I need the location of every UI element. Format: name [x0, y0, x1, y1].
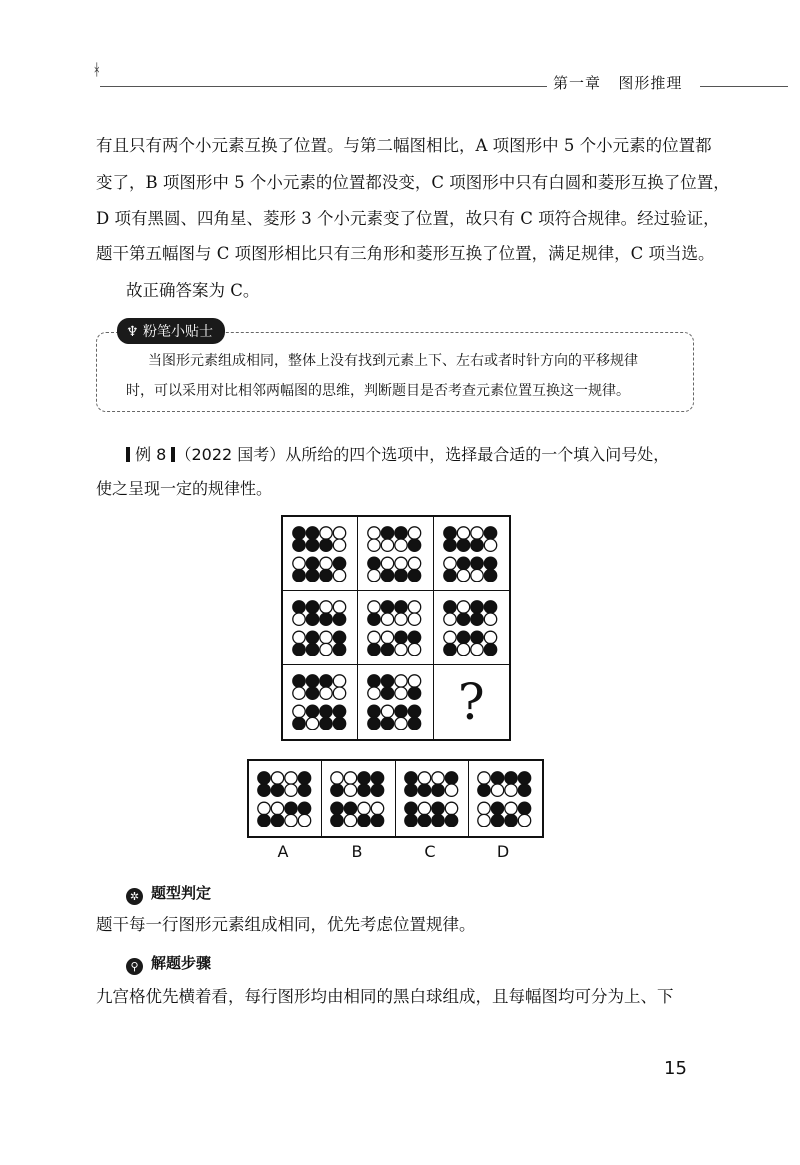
section-type-title: 题型判定 [151, 884, 212, 902]
black-ball [293, 539, 305, 551]
black-ball [306, 687, 318, 699]
white-ball [271, 802, 283, 814]
white-ball [298, 814, 310, 826]
tip-tag [117, 318, 225, 344]
black-ball [285, 802, 297, 814]
black-ball [293, 675, 305, 687]
white-ball [368, 687, 380, 699]
black-ball [505, 771, 517, 783]
white-ball [345, 814, 357, 826]
black-ball [395, 600, 407, 612]
black-ball [458, 557, 470, 569]
example-label: 例 8 [135, 445, 167, 464]
black-ball [382, 675, 394, 687]
ball-pattern [255, 771, 315, 827]
body-line-1: 有且只有两个小元素互换了位置。与第二幅图相比，A 项图形中 5 个小元素的位置都 [96, 136, 712, 155]
black-ball [404, 802, 416, 814]
white-ball [478, 802, 490, 814]
black-ball [372, 814, 384, 826]
black-ball [382, 687, 394, 699]
white-ball [395, 613, 407, 625]
example-source: （2022 国考） [175, 445, 286, 464]
answer-line: 故正确答案为 C。 [126, 281, 260, 300]
black-ball [372, 784, 384, 796]
black-ball [395, 705, 407, 717]
puzzle-cell-6 [434, 591, 509, 665]
white-ball [458, 600, 470, 612]
puzzle-cell-8 [358, 665, 433, 739]
black-ball [444, 600, 456, 612]
white-ball [409, 643, 421, 655]
white-ball [293, 613, 305, 625]
white-ball [333, 600, 345, 612]
black-ball [492, 802, 504, 814]
black-ball [431, 784, 443, 796]
white-ball [293, 631, 305, 643]
white-ball [382, 557, 394, 569]
black-ball [320, 613, 332, 625]
example-text-1: 从所给的四个选项中，选择最合适的一个填入问号处， [285, 445, 670, 464]
black-ball [409, 717, 421, 729]
ball-pattern [475, 771, 535, 827]
white-ball [395, 675, 407, 687]
black-ball [485, 643, 497, 655]
ball-pattern [290, 600, 350, 656]
white-ball [471, 526, 483, 538]
white-ball [409, 675, 421, 687]
black-ball [431, 802, 443, 814]
white-ball [382, 539, 394, 551]
white-ball [418, 802, 430, 814]
white-ball [320, 600, 332, 612]
tip-line-1: 当图形元素组成相同，整体上没有找到元素上下、左右或者时针方向的平移规律 [148, 353, 638, 369]
body-line-3: D 项有黑圆、四角星、菱形 3 个小元素变了位置，故只有 C 项符合规律。经过验证， [96, 209, 720, 228]
black-ball [471, 539, 483, 551]
white-ball [505, 802, 517, 814]
black-ball [418, 784, 430, 796]
section-steps-heading [126, 952, 211, 975]
black-ball [368, 557, 380, 569]
white-ball [372, 802, 384, 814]
black-ball [358, 771, 370, 783]
white-ball [271, 771, 283, 783]
black-ball [345, 802, 357, 814]
black-ball [306, 675, 318, 687]
white-ball [285, 814, 297, 826]
black-ball [382, 717, 394, 729]
example-line-1 [126, 446, 669, 464]
ball-pattern [328, 771, 388, 827]
sprout-icon: ᚼ [92, 60, 102, 79]
black-ball [271, 784, 283, 796]
white-ball [368, 539, 380, 551]
white-ball [492, 784, 504, 796]
white-ball [331, 771, 343, 783]
chapter-title: 图形推理 [618, 74, 683, 92]
black-ball [409, 687, 421, 699]
black-ball [306, 569, 318, 581]
black-ball [445, 771, 457, 783]
black-ball [368, 643, 380, 655]
white-ball [320, 687, 332, 699]
section-steps-title: 解题步骤 [151, 954, 212, 972]
header-rule-left [100, 86, 547, 87]
white-ball [444, 557, 456, 569]
ball-pattern [365, 526, 425, 582]
puzzle-cell-question [434, 665, 509, 739]
black-ball [458, 631, 470, 643]
black-ball [298, 802, 310, 814]
black-ball [444, 539, 456, 551]
white-ball [368, 526, 380, 538]
ball-pattern [402, 771, 462, 827]
black-ball [382, 569, 394, 581]
white-ball [485, 613, 497, 625]
body-line-2: 变了，B 项图形中 5 个小元素的位置都没变，C 项图形中只有白圆和菱形互换了位置， [96, 173, 730, 192]
example-line-2: 使之呈现一定的规律性。 [96, 479, 273, 498]
black-ball [258, 771, 270, 783]
white-ball [368, 631, 380, 643]
ball-pattern [441, 600, 501, 656]
black-ball [471, 631, 483, 643]
white-ball [444, 613, 456, 625]
white-ball [333, 675, 345, 687]
chapter-label: 第一章 [553, 74, 602, 92]
white-ball [431, 771, 443, 783]
white-ball [471, 569, 483, 581]
white-ball [395, 717, 407, 729]
white-ball [320, 631, 332, 643]
black-ball [409, 631, 421, 643]
white-ball [444, 631, 456, 643]
black-ball [409, 539, 421, 551]
option-label-d: D [496, 842, 510, 861]
white-ball [368, 569, 380, 581]
black-ball [519, 802, 531, 814]
white-ball [333, 687, 345, 699]
white-ball [293, 705, 305, 717]
tip-line-2: 时，可以采用对比相邻两幅图的思维，判断题目是否考查元素位置互换这一规律。 [126, 383, 630, 399]
black-ball [320, 539, 332, 551]
white-ball [458, 569, 470, 581]
black-ball [485, 557, 497, 569]
black-ball [258, 784, 270, 796]
black-ball [372, 771, 384, 783]
black-ball [471, 600, 483, 612]
black-ball [404, 784, 416, 796]
white-ball [445, 802, 457, 814]
black-ball [293, 526, 305, 538]
option-c[interactable] [396, 761, 469, 836]
white-ball [293, 687, 305, 699]
black-ball [293, 569, 305, 581]
black-ball [445, 814, 457, 826]
white-ball [409, 613, 421, 625]
white-ball [382, 705, 394, 717]
black-ball [492, 771, 504, 783]
black-ball [485, 526, 497, 538]
black-ball [519, 784, 531, 796]
black-ball [492, 814, 504, 826]
black-ball [306, 631, 318, 643]
white-ball [320, 557, 332, 569]
ball-pattern [441, 526, 501, 582]
black-ball [298, 771, 310, 783]
body-line-4: 题干第五幅图与 C 项图形相比只有三角形和菱形互换了位置，满足规律，C 项当选。 [96, 244, 715, 263]
black-ball [320, 705, 332, 717]
black-ball [382, 643, 394, 655]
white-ball [285, 784, 297, 796]
ball-pattern [290, 526, 350, 582]
white-ball [285, 771, 297, 783]
black-ball [395, 526, 407, 538]
ball-pattern [365, 674, 425, 730]
black-ball [306, 613, 318, 625]
black-ball [298, 784, 310, 796]
page-number: 15 [664, 1058, 687, 1079]
white-ball [395, 557, 407, 569]
tip-tag-label: 粉笔小贴士 [143, 324, 214, 340]
black-ball [444, 643, 456, 655]
white-ball [519, 814, 531, 826]
white-ball [358, 802, 370, 814]
puzzle-cell-7 [283, 665, 358, 739]
white-ball [395, 539, 407, 551]
magnifier-icon: ⚲ [126, 958, 143, 975]
black-ball [395, 631, 407, 643]
black-ball [306, 526, 318, 538]
tip-box [96, 332, 694, 412]
white-ball [258, 802, 270, 814]
white-ball [345, 784, 357, 796]
black-ball [331, 814, 343, 826]
option-label-a: A [277, 842, 289, 861]
black-ball [485, 600, 497, 612]
white-ball [382, 631, 394, 643]
white-ball [333, 539, 345, 551]
black-ball [333, 631, 345, 643]
black-ball [331, 802, 343, 814]
puzzle-cell-3 [434, 517, 509, 591]
puzzle-grid [281, 515, 511, 741]
white-ball [306, 717, 318, 729]
question-mark: ? [457, 673, 485, 731]
puzzle-cell-2 [358, 517, 433, 591]
black-ball [368, 705, 380, 717]
black-ball [306, 600, 318, 612]
black-ball [258, 814, 270, 826]
black-ball [409, 569, 421, 581]
puzzle-cell-4 [283, 591, 358, 665]
white-ball [505, 784, 517, 796]
white-ball [345, 771, 357, 783]
white-ball [320, 643, 332, 655]
white-ball [409, 526, 421, 538]
black-ball [320, 675, 332, 687]
white-ball [382, 613, 394, 625]
white-ball [478, 771, 490, 783]
option-d[interactable] [469, 761, 542, 836]
option-a[interactable] [249, 761, 322, 836]
black-ball [306, 705, 318, 717]
white-ball [485, 631, 497, 643]
white-ball [293, 557, 305, 569]
black-ball [331, 784, 343, 796]
black-ball [306, 539, 318, 551]
white-ball [333, 569, 345, 581]
white-ball [368, 600, 380, 612]
black-ball [333, 613, 345, 625]
black-ball [444, 526, 456, 538]
white-ball [409, 557, 421, 569]
white-ball [458, 643, 470, 655]
black-ball [382, 526, 394, 538]
black-ball [271, 814, 283, 826]
white-ball [418, 771, 430, 783]
black-ball [320, 569, 332, 581]
section-type-heading [126, 882, 211, 905]
black-ball [358, 784, 370, 796]
white-ball [445, 784, 457, 796]
black-ball [368, 675, 380, 687]
section-type-text: 题干每一行图形元素组成相同，优先考虑位置规律。 [96, 915, 476, 934]
white-ball [333, 526, 345, 538]
black-ball [333, 717, 345, 729]
black-ball [293, 600, 305, 612]
puzzle-cell-1 [283, 517, 358, 591]
black-ball [458, 613, 470, 625]
option-b[interactable] [322, 761, 395, 836]
running-header [553, 72, 682, 93]
white-ball [409, 600, 421, 612]
white-ball [395, 643, 407, 655]
black-ball [431, 814, 443, 826]
option-label-c: C [424, 842, 436, 861]
ball-pattern [365, 600, 425, 656]
options-row [247, 759, 544, 838]
black-ball [306, 643, 318, 655]
white-ball [395, 687, 407, 699]
black-ball [358, 814, 370, 826]
black-ball [444, 569, 456, 581]
black-ball [333, 643, 345, 655]
black-ball [293, 717, 305, 729]
black-ball [519, 771, 531, 783]
black-ball [368, 613, 380, 625]
option-label-b: B [351, 842, 363, 861]
example-bracket-left [126, 447, 130, 462]
black-ball [471, 613, 483, 625]
gear-icon: ✲ [126, 888, 143, 905]
header-rule-right [700, 86, 788, 87]
black-ball [293, 643, 305, 655]
white-ball [485, 539, 497, 551]
puzzle-cell-5 [358, 591, 433, 665]
black-ball [418, 814, 430, 826]
black-ball [404, 814, 416, 826]
black-ball [306, 557, 318, 569]
white-ball [320, 526, 332, 538]
black-ball [333, 557, 345, 569]
section-steps-text: 九宫格优先横着看，每行图形均由相同的黑白球组成，且每幅图均可分为上、下 [96, 987, 674, 1006]
sprout-icon: ♆ [126, 324, 139, 340]
black-ball [409, 705, 421, 717]
white-ball [478, 814, 490, 826]
black-ball [485, 569, 497, 581]
white-ball [471, 643, 483, 655]
black-ball [404, 771, 416, 783]
black-ball [478, 784, 490, 796]
black-ball [471, 557, 483, 569]
black-ball [458, 539, 470, 551]
white-ball [458, 526, 470, 538]
black-ball [505, 814, 517, 826]
black-ball [320, 717, 332, 729]
ball-pattern [290, 674, 350, 730]
black-ball [382, 600, 394, 612]
black-ball [333, 705, 345, 717]
black-ball [368, 717, 380, 729]
black-ball [395, 569, 407, 581]
